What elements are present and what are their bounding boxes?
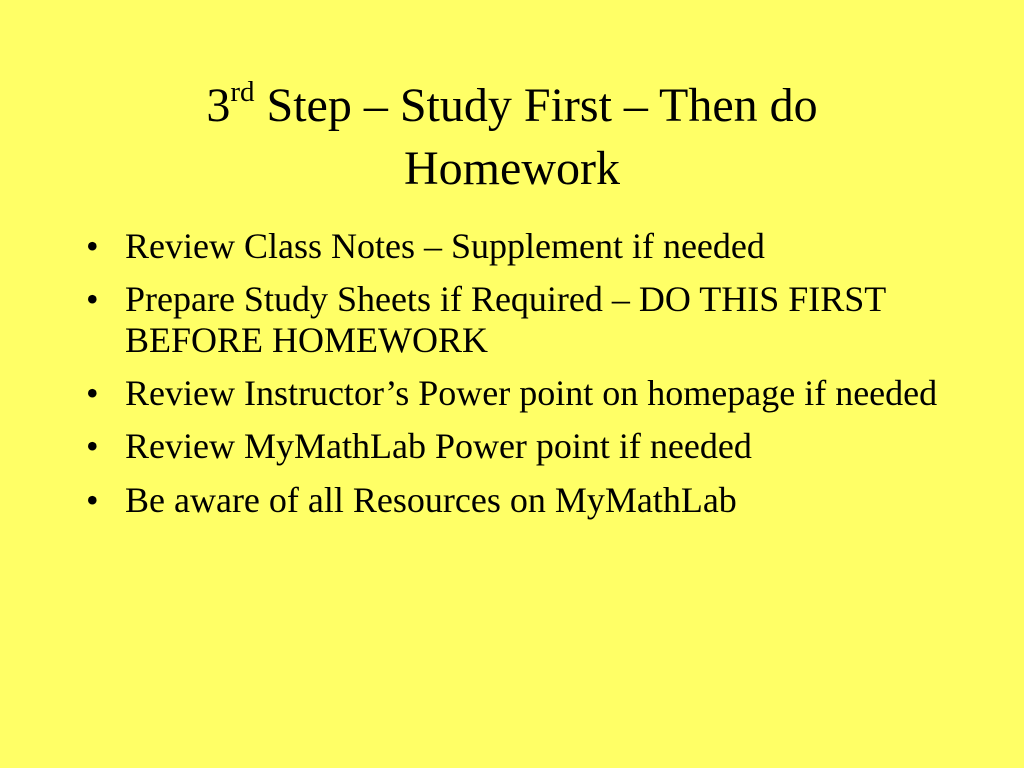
bullet-text: Review Class Notes – Supplement if needed	[125, 226, 765, 266]
title-line-2-text: Homework	[404, 142, 620, 196]
bullet-item	[0, 480, 1024, 520]
title-line-1-text: Step – Study First – Then do	[254, 79, 818, 132]
bullet-icon: •	[86, 279, 99, 320]
bullet-icon: •	[86, 372, 99, 413]
bullet-list	[0, 226, 1024, 533]
slide-title	[0, 74, 1024, 201]
bullet-text: Review MyMathLab Power point if needed	[125, 426, 752, 467]
title-step-number: 3	[206, 79, 231, 132]
bullet-item	[0, 279, 1024, 360]
bullet-icon: •	[86, 479, 99, 520]
bullet-icon: •	[86, 426, 99, 467]
title-ordinal-suffix: rd	[230, 76, 255, 108]
bullet-text: Prepare Study Sheets if Required – DO THIS FIRST BEFORE HOMEWORK	[125, 279, 886, 360]
bullet-icon: •	[86, 226, 99, 266]
bullet-item	[0, 426, 1024, 466]
bullet-item	[0, 373, 1024, 413]
bullet-text: Review Instructor’s Power point on homepage if needed	[125, 372, 938, 413]
bullet-item	[0, 226, 1024, 266]
bullet-text: Be aware of all Resources on MyMathLab	[125, 479, 737, 520]
